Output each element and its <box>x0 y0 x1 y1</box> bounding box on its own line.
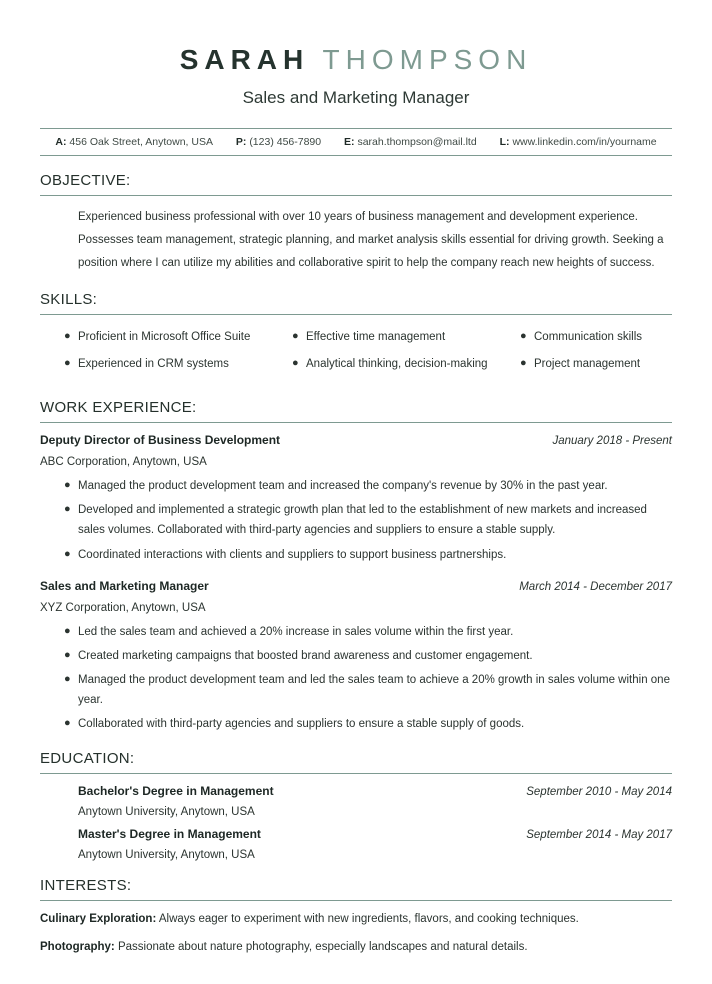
bullet-icon: ● <box>64 330 71 342</box>
job-entry <box>40 433 672 565</box>
bullet-icon: ● <box>292 357 299 370</box>
interests-heading: INTERESTS: <box>40 877 672 901</box>
linkedin-label: L: <box>499 136 510 148</box>
education-dates: September 2014 - May 2017 <box>526 829 672 842</box>
phone-label: P: <box>235 136 247 148</box>
job-point-text: Coordinated interactions with clients and suppliers to support business partnerships. <box>78 548 507 561</box>
objective-heading: OBJECTIVE: <box>40 172 672 196</box>
interest-text: Always eager to experiment with new ingredients, flavors, and cooking techniques. <box>156 913 579 926</box>
work-experience-heading: WORK EXPERIENCE: <box>40 399 672 423</box>
education-header <box>78 827 672 841</box>
bullet-icon: ● <box>64 503 71 516</box>
job-point-text: Created marketing campaigns that boosted brand awareness and customer engagement. <box>78 649 533 662</box>
section-work-experience <box>40 399 672 734</box>
list-item <box>64 622 672 642</box>
job-role: Sales and Marketing Manager <box>40 578 209 593</box>
list-item <box>64 356 292 372</box>
bullet-icon: ● <box>520 330 527 342</box>
list-item <box>64 476 672 496</box>
interest-text: Passionate about nature photography, especially landscapes and natural details. <box>114 940 528 953</box>
job-header <box>40 433 672 447</box>
bullet-icon: ● <box>292 330 299 342</box>
interest-item <box>40 911 672 928</box>
list-item <box>520 329 672 345</box>
job-entry <box>40 579 672 735</box>
list-item <box>64 646 672 666</box>
education-entry <box>78 784 672 818</box>
job-point-text: Led the sales team and achieved a 20% increase in sales volume within the first year. <box>78 625 514 638</box>
linkedin-value[interactable]: www.linkedin.com/in/yourname <box>512 136 657 148</box>
contact-linkedin[interactable] <box>500 136 657 148</box>
list-item <box>64 329 292 345</box>
skill-label: Proficient in Microsoft Office Suite <box>78 331 251 343</box>
job-company: ABC Corporation, Anytown, USA <box>40 456 207 469</box>
bullet-icon: ● <box>64 672 71 685</box>
skill-label: Communication skills <box>534 331 643 343</box>
job-header <box>40 579 672 593</box>
education-body <box>40 774 672 861</box>
job-point-text: Managed the product development team and increased the company's revenue by 30% in the past year. <box>78 480 608 493</box>
job-dates: January 2018 - Present <box>552 435 672 448</box>
section-interests <box>40 877 672 956</box>
education-header <box>78 784 672 798</box>
bullet-icon: ● <box>64 717 71 730</box>
contact-phone <box>236 136 321 148</box>
skills-column-1 <box>64 329 292 383</box>
list-item <box>64 500 672 540</box>
education-heading: EDUCATION: <box>40 750 672 774</box>
bullet-icon: ● <box>64 624 71 637</box>
contact-address <box>55 136 213 148</box>
education-school: Anytown University, Anytown, USA <box>78 849 255 862</box>
skills-column-2 <box>292 329 520 383</box>
bullet-icon: ● <box>520 357 527 370</box>
section-objective <box>40 172 672 275</box>
job-point-text: Managed the product development team and led the sales team to achieve a 20% growth in sales volume within one year. <box>78 673 670 707</box>
address-label: A: <box>55 136 67 148</box>
list-item <box>64 545 672 565</box>
section-skills <box>40 291 672 383</box>
list-item <box>292 329 520 345</box>
skill-label: Effective time management <box>306 331 446 343</box>
bullet-icon: ● <box>64 648 71 661</box>
interest-label: Photography: <box>40 940 115 953</box>
section-education <box>40 750 672 861</box>
list-item <box>520 356 672 372</box>
bullet-icon: ● <box>64 547 71 560</box>
job-company: XYZ Corporation, Anytown, USA <box>40 601 206 614</box>
bullet-icon: ● <box>64 479 71 492</box>
list-item <box>292 356 520 372</box>
address-value: 456 Oak Street, Anytown, USA <box>69 136 213 148</box>
list-item <box>64 670 672 710</box>
job-points <box>64 476 672 565</box>
candidate-name <box>40 44 672 76</box>
education-degree: Master's Degree in Management <box>78 827 261 842</box>
education-dates: September 2010 - May 2014 <box>526 786 672 799</box>
list-item <box>64 714 672 734</box>
skill-label: Analytical thinking, decision-making <box>306 358 488 371</box>
skills-heading: SKILLS: <box>40 291 672 315</box>
interest-label: Culinary Exploration: <box>40 913 157 926</box>
job-point-text: Developed and implemented a strategic growth plan that led to the establishment of new markets and increased sales volumes. Collaborated with third-party agencies and suppliers to ensure a stable supply. <box>78 504 647 537</box>
education-degree: Bachelor's Degree in Management <box>78 784 274 799</box>
job-points <box>64 622 672 735</box>
first-name: SARAH <box>179 44 310 75</box>
interest-item <box>40 939 672 956</box>
contact-bar <box>40 128 672 156</box>
objective-body <box>40 196 672 275</box>
objective-text: Experienced business professional with over 10 years of business management and development experience. Possesses team management, strategic planning, and market analysis skills essential for driving growth. Seeking a position where I can utilize my abilities and collaborative spirit to help the company reach new heights of success. <box>78 211 664 269</box>
work-experience-body <box>40 423 672 734</box>
skill-label: Experienced in CRM systems <box>78 358 229 371</box>
page-title: Sales and Marketing Manager <box>242 88 470 107</box>
last-name: THOMPSON <box>322 44 533 75</box>
job-point-text: Collaborated with third-party agencies and suppliers to ensure a stable supply of goods. <box>78 718 525 731</box>
education-school: Anytown University, Anytown, USA <box>78 806 255 819</box>
interests-body <box>40 901 672 956</box>
skills-column-3 <box>520 329 672 383</box>
email-label: E: <box>344 136 355 148</box>
skill-label: Project management <box>534 358 641 371</box>
skills-body <box>40 315 672 383</box>
education-entry <box>78 827 672 861</box>
phone-value: (123) 456-7890 <box>249 136 322 148</box>
bullet-icon: ● <box>64 357 71 370</box>
contact-email[interactable] <box>344 136 477 148</box>
email-value[interactable]: sarah.thompson@mail.ltd <box>357 136 477 148</box>
skills-grid <box>64 329 672 383</box>
job-dates: March 2014 - December 2017 <box>519 580 672 593</box>
job-role: Deputy Director of Business Development <box>40 433 281 448</box>
